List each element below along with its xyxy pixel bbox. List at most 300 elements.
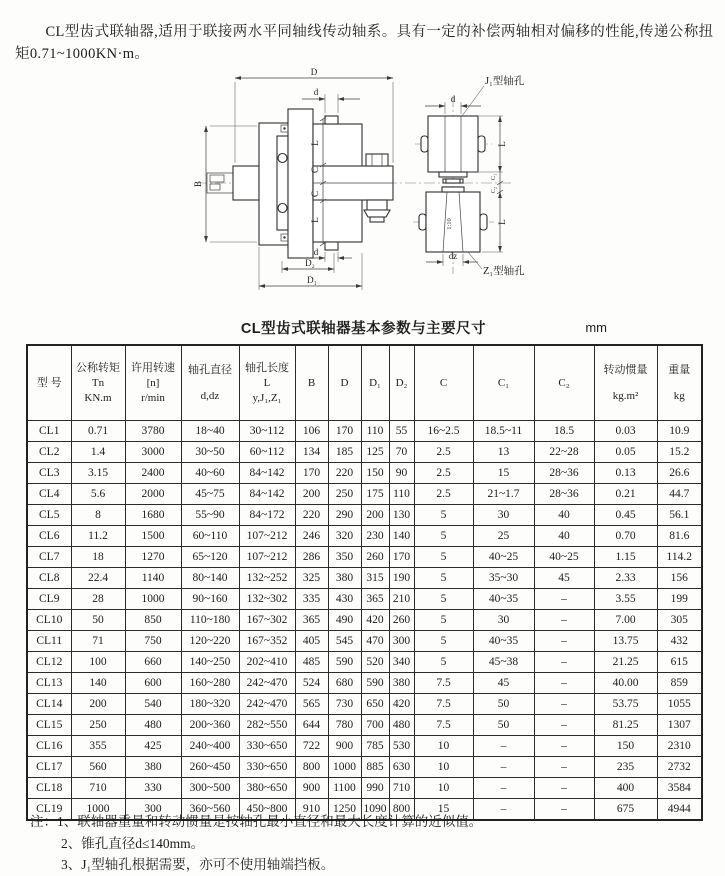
table-cell: 1000 [71, 799, 125, 821]
table-row [27, 484, 702, 505]
table-row [27, 421, 702, 442]
table-cell: 45~75 [181, 484, 239, 505]
dim-label-D: D [310, 67, 318, 77]
col-header-D1: D₁ [361, 345, 389, 421]
z1-hub-section [426, 192, 480, 252]
table-cell: 90~160 [181, 589, 239, 610]
table-cell: 885 [361, 757, 389, 778]
bore-tab-bottom [325, 242, 338, 250]
table-cell: 167~302 [239, 610, 295, 631]
table-cell: 325 [295, 568, 328, 589]
table-cell: 22~28 [534, 442, 594, 463]
table-cell: 560 [71, 757, 125, 778]
table-cell: 1.4 [71, 442, 125, 463]
dim-label-L-j1: L [497, 141, 507, 147]
table-cell: – [534, 631, 594, 652]
table-cell: 660 [125, 652, 181, 673]
table-cell: 990 [361, 778, 389, 799]
table-cell: 0.71 [71, 421, 125, 442]
table-cell: CL18 [27, 778, 71, 799]
table-cell: 432 [657, 631, 702, 652]
table-cell: 730 [328, 694, 361, 715]
table-cell: 167~352 [239, 631, 295, 652]
table-cell: 1.15 [594, 547, 657, 568]
disc-element [277, 136, 288, 230]
table-cell: 120~220 [181, 631, 239, 652]
table-cell: 355 [71, 736, 125, 757]
table-cell: 300 [125, 799, 181, 821]
table-row [27, 547, 702, 568]
table-cell: 240~400 [181, 736, 239, 757]
col-header-inertia: 转动惯量 kg.m² [594, 345, 657, 421]
table-cell: – [534, 652, 594, 673]
table-cell: 800 [389, 799, 414, 821]
table-cell: 900 [295, 778, 328, 799]
table-cell: 282~550 [239, 715, 295, 736]
table-cell: 700 [361, 715, 389, 736]
table-cell: 590 [328, 652, 361, 673]
table-cell: 630 [389, 757, 414, 778]
table-cell: 1307 [657, 715, 702, 736]
table-cell: 100 [71, 652, 125, 673]
table-header [27, 345, 702, 421]
table-row [27, 736, 702, 757]
table-cell: 0.70 [594, 526, 657, 547]
table-cell: 5.6 [71, 484, 125, 505]
table-cell: 850 [125, 610, 181, 631]
table-cell: 13.75 [594, 631, 657, 652]
dim-label-L-top: L [310, 140, 320, 146]
table-cell: 170 [328, 421, 361, 442]
table-cell: 55~90 [181, 505, 239, 526]
table-cell: 110~180 [181, 610, 239, 631]
table-cell: – [534, 610, 594, 631]
table-cell: 600 [125, 673, 181, 694]
table-cell: 84~142 [239, 484, 295, 505]
dim-label-C-bottom: C [310, 190, 320, 198]
table-cell: 305 [657, 610, 702, 631]
dim-label-C1: C₁ [490, 173, 497, 181]
table-cell: 590 [361, 673, 389, 694]
table-cell: 242~470 [239, 694, 295, 715]
table-cell: 680 [328, 673, 361, 694]
table-cell: 110 [361, 421, 389, 442]
table-cell: 910 [295, 799, 328, 821]
table-cell: 81.6 [657, 526, 702, 547]
table-cell: 2000 [125, 484, 181, 505]
table-cell: 1270 [125, 547, 181, 568]
table-cell: 0.21 [594, 484, 657, 505]
col-header-bore-diameter: 轴孔直径 d,dz [181, 345, 239, 421]
table-cell: 10 [414, 736, 473, 757]
table-cell: 180~320 [181, 694, 239, 715]
note-prefix: 注： [30, 814, 57, 829]
left-figure-section [193, 67, 393, 290]
bolt-end [370, 217, 384, 222]
table-cell: 300 [389, 631, 414, 652]
col-header-C2: C₂ [534, 345, 594, 421]
table-cell: 235 [594, 757, 657, 778]
table-cell: 160~280 [181, 673, 239, 694]
table-cell: 30~50 [181, 442, 239, 463]
table-cell: 330~650 [239, 736, 295, 757]
table-row [27, 610, 702, 631]
table-row [27, 442, 702, 463]
disc-bump [278, 204, 287, 213]
table-cell: 400 [594, 778, 657, 799]
table-cell: 44.7 [657, 484, 702, 505]
stub-hub-section [233, 166, 259, 200]
table-cell: 90 [389, 463, 414, 484]
bolt-washer [364, 210, 390, 217]
table-cell: – [534, 799, 594, 821]
table-cell: 220 [328, 463, 361, 484]
table-row [27, 631, 702, 652]
table-row [27, 652, 702, 673]
table-title: CL型齿式联轴器基本参数与主要尺寸 [240, 321, 487, 337]
table-cell: 1140 [125, 568, 181, 589]
table-cell: 55 [389, 421, 414, 442]
table-cell: 15 [414, 799, 473, 821]
table-cell: 430 [328, 589, 361, 610]
table-row [27, 694, 702, 715]
table-cell: 644 [295, 715, 328, 736]
table-cell: 2310 [657, 736, 702, 757]
col-header-D: D [328, 345, 361, 421]
table-cell: 380 [389, 673, 414, 694]
table-cell: 84~172 [239, 505, 295, 526]
table-cell: CL5 [27, 505, 71, 526]
table-cell: 260 [361, 547, 389, 568]
col-header-model: 型 号 [27, 345, 71, 421]
table-cell: CL17 [27, 757, 71, 778]
table-cell: 4944 [657, 799, 702, 821]
table-cell: 130 [389, 505, 414, 526]
table-cell: 315 [361, 568, 389, 589]
table-cell: CL10 [27, 610, 71, 631]
table-cell: 480 [125, 715, 181, 736]
table-title-row [26, 317, 701, 341]
table-cell: 35~30 [473, 568, 534, 589]
table-cell: 380 [328, 568, 361, 589]
table-cell: 1000 [328, 757, 361, 778]
table-cell: 545 [328, 631, 361, 652]
j1-side-lug [421, 136, 428, 152]
table-cell: 450~800 [239, 799, 295, 821]
table-cell: – [534, 778, 594, 799]
table-cell: 156 [657, 568, 702, 589]
table-cell: 520 [361, 652, 389, 673]
table-cell: 15 [473, 463, 534, 484]
table-body [27, 421, 702, 821]
table-cell: – [473, 757, 534, 778]
table-cell: 722 [295, 736, 328, 757]
table-cell: – [534, 673, 594, 694]
col-header-allowable-speed: 许用转速 [n] r/min [125, 345, 181, 421]
table-cell: 150 [594, 736, 657, 757]
table-row [27, 757, 702, 778]
table-cell: CL6 [27, 526, 71, 547]
table-cell: – [473, 799, 534, 821]
table-cell: 30 [473, 505, 534, 526]
z1-hole-callout: Z₁型轴孔 [483, 266, 525, 277]
table-cell: 18.5 [534, 421, 594, 442]
table-cell: 140 [71, 673, 125, 694]
table-cell: 750 [125, 631, 181, 652]
table-cell: CL9 [27, 589, 71, 610]
table-cell: 380 [125, 757, 181, 778]
table-cell: 420 [389, 694, 414, 715]
table-cell: 5 [414, 610, 473, 631]
table-cell: 134 [295, 442, 328, 463]
table-cell: 22.4 [71, 568, 125, 589]
table-cell: 200 [71, 694, 125, 715]
table-cell: 2400 [125, 463, 181, 484]
table-cell: 5 [414, 652, 473, 673]
table-cell: 250 [328, 484, 361, 505]
table-cell: CL12 [27, 652, 71, 673]
table-cell: 2.5 [414, 442, 473, 463]
table-cell: 785 [361, 736, 389, 757]
table-cell: 170 [295, 463, 328, 484]
table-cell: 0.13 [594, 463, 657, 484]
table-cell: CL19 [27, 799, 71, 821]
table-cell: CL7 [27, 547, 71, 568]
table-cell: 675 [594, 799, 657, 821]
table-cell: 7.5 [414, 715, 473, 736]
table-cell: 470 [361, 631, 389, 652]
plug-dot [283, 236, 285, 238]
col-header-B: B [295, 345, 328, 421]
table-cell: 3.55 [594, 589, 657, 610]
table-cell: 780 [328, 715, 361, 736]
table-cell: 380~650 [239, 778, 295, 799]
table-cell: 202~410 [239, 652, 295, 673]
table-cell: 242~470 [239, 673, 295, 694]
table-cell: 7.00 [594, 610, 657, 631]
table-cell: 45 [534, 568, 594, 589]
col-header-weight: 重量 kg [657, 345, 702, 421]
table-cell: 106 [295, 421, 328, 442]
table-cell: 1090 [361, 799, 389, 821]
table-cell: 150 [361, 463, 389, 484]
note-line-1: 注：1、联轴器重量和转动惯量是按轴孔最小直径和最大长度计算的近似值。 [30, 814, 483, 829]
key-detail [210, 175, 224, 182]
table-cell: – [534, 736, 594, 757]
table-cell: 8 [71, 505, 125, 526]
table-cell: 800 [295, 757, 328, 778]
gear-sleeve-section [288, 109, 313, 258]
table-cell: 40~25 [534, 547, 594, 568]
table-cell: CL15 [27, 715, 71, 736]
right-figure-section [413, 74, 525, 277]
table-cell: 56.1 [657, 505, 702, 526]
table-cell: 200 [295, 484, 328, 505]
table-cell: CL11 [27, 631, 71, 652]
end-plate [442, 187, 464, 192]
table-cell: CL1 [27, 421, 71, 442]
table-cell: 425 [125, 736, 181, 757]
table-cell: 81.25 [594, 715, 657, 736]
table-cell: 300~500 [181, 778, 239, 799]
table-cell: 7.5 [414, 673, 473, 694]
parameters-table [26, 344, 703, 821]
table-cell: 490 [328, 610, 361, 631]
coupling-diagram [0, 66, 725, 316]
table-cell: 13 [473, 442, 534, 463]
table-cell: – [534, 694, 594, 715]
table-cell: 80~140 [181, 568, 239, 589]
col-header-bore-length: 轴孔长度 L y,J₁,Z₁ [239, 345, 295, 421]
table-row [27, 568, 702, 589]
table-cell: 260 [389, 610, 414, 631]
table-cell: 25 [473, 526, 534, 547]
table-cell: 710 [389, 778, 414, 799]
table-cell: – [534, 715, 594, 736]
table-cell: – [534, 757, 594, 778]
table-cell: 530 [389, 736, 414, 757]
table-cell: 50 [71, 610, 125, 631]
table-cell: 340 [389, 652, 414, 673]
dim-label-dz: dz [448, 251, 458, 261]
table-cell: CL3 [27, 463, 71, 484]
table-cell: 3.15 [71, 463, 125, 484]
table-cell: 107~212 [239, 526, 295, 547]
table-row [27, 505, 702, 526]
table-cell: 21~1.7 [473, 484, 534, 505]
table-cell: 28 [71, 589, 125, 610]
table-cell: 40~60 [181, 463, 239, 484]
table-cell: 2.33 [594, 568, 657, 589]
table-cell: 5 [414, 526, 473, 547]
table-cell: 10.9 [657, 421, 702, 442]
col-header-C: C [414, 345, 473, 421]
table-cell: 7.5 [414, 694, 473, 715]
table-cell: 286 [295, 547, 328, 568]
table-cell: 18 [71, 547, 125, 568]
table-cell: 335 [295, 589, 328, 610]
table-cell: 200~360 [181, 715, 239, 736]
table-cell: 40 [534, 505, 594, 526]
z1-side-lug [480, 214, 487, 230]
table-cell: 40 [534, 526, 594, 547]
table-cell: 330~650 [239, 757, 295, 778]
table-cell: 1500 [125, 526, 181, 547]
table-cell: 114.2 [657, 547, 702, 568]
gap-washer [446, 179, 460, 183]
table-cell: 40.00 [594, 673, 657, 694]
dim-label-L-bottom: L [310, 217, 320, 223]
table-cell: 2.5 [414, 463, 473, 484]
table-cell: CL13 [27, 673, 71, 694]
table-cell: 110 [389, 484, 414, 505]
table-row [27, 715, 702, 736]
table-cell: 1000 [125, 589, 181, 610]
table-cell: 140~250 [181, 652, 239, 673]
table-cell: 40~35 [473, 589, 534, 610]
dim-label-D1: D₁ [307, 275, 317, 285]
table-cell: 45~38 [473, 652, 534, 673]
table-cell: 5 [414, 505, 473, 526]
table-cell: 70 [389, 442, 414, 463]
table-cell: 3584 [657, 778, 702, 799]
table-cell: 5 [414, 631, 473, 652]
table-cell: 107~212 [239, 547, 295, 568]
table-cell: 30 [473, 610, 534, 631]
table-cell: 60~112 [239, 442, 295, 463]
table-cell: 615 [657, 652, 702, 673]
table-cell: 365 [295, 610, 328, 631]
table-cell: CL4 [27, 484, 71, 505]
table-cell: 540 [125, 694, 181, 715]
note-line-2: 2、锥孔直径d≤140mm。 [61, 835, 205, 851]
table-cell: 480 [389, 715, 414, 736]
dim-label-D2: D₂ [305, 258, 315, 268]
table-cell: 170 [389, 547, 414, 568]
intro-paragraph: CL型齿式联轴器,适用于联接两水平同轴线传动轴系。具有一定的补偿两轴相对偏移的性能,传递公称扭矩0.71~1000KN·m。 [15, 23, 714, 62]
table-cell: 2.5 [414, 484, 473, 505]
table-cell: 175 [361, 484, 389, 505]
table-cell: 60~110 [181, 526, 239, 547]
table-cell: 0.03 [594, 421, 657, 442]
z1-side-lug [419, 214, 426, 230]
table-cell: 230 [361, 526, 389, 547]
table-cell: 11.2 [71, 526, 125, 547]
table-cell: 15.2 [657, 442, 702, 463]
table-cell: 26.6 [657, 463, 702, 484]
dim-label-d-j1: d [450, 94, 456, 104]
table-cell: 71 [71, 631, 125, 652]
table-row [27, 778, 702, 799]
table-row [27, 589, 702, 610]
table-row [27, 463, 702, 484]
table-cell: 18.5~11 [473, 421, 534, 442]
table-cell: 16~2.5 [414, 421, 473, 442]
end-plate [439, 172, 467, 177]
dim-label-L-z1: L [497, 219, 507, 225]
table-cell: 330 [125, 778, 181, 799]
table-cell: 1250 [328, 799, 361, 821]
dim-label-C-top: C [310, 166, 320, 174]
col-header-C1: C₁ [473, 345, 534, 421]
table-cell: CL8 [27, 568, 71, 589]
table-cell: 0.45 [594, 505, 657, 526]
table-cell: 524 [295, 673, 328, 694]
table-cell: 320 [328, 526, 361, 547]
table-row [27, 526, 702, 547]
table-cell: CL14 [27, 694, 71, 715]
dim-label-d-bottom: d [313, 247, 319, 257]
table-cell: 21.25 [594, 652, 657, 673]
j1-hub-section [428, 116, 478, 172]
table-cell: 710 [71, 778, 125, 799]
col-header-nominal-torque: 公称转矩 Tn KN.m [71, 345, 125, 421]
table-cell: 140 [389, 526, 414, 547]
key-detail [210, 184, 220, 190]
bore-tab-top [325, 116, 338, 124]
col-header-D2: D₂ [389, 345, 414, 421]
table-cell: 84~142 [239, 463, 295, 484]
table-cell: 420 [361, 610, 389, 631]
table-cell: 0.05 [594, 442, 657, 463]
table-cell: 1680 [125, 505, 181, 526]
table-cell: 210 [389, 589, 414, 610]
table-cell: 250 [71, 715, 125, 736]
table-cell: 53.75 [594, 694, 657, 715]
table-cell: 10 [414, 757, 473, 778]
table-cell: 290 [328, 505, 361, 526]
table-cell: 65~120 [181, 547, 239, 568]
